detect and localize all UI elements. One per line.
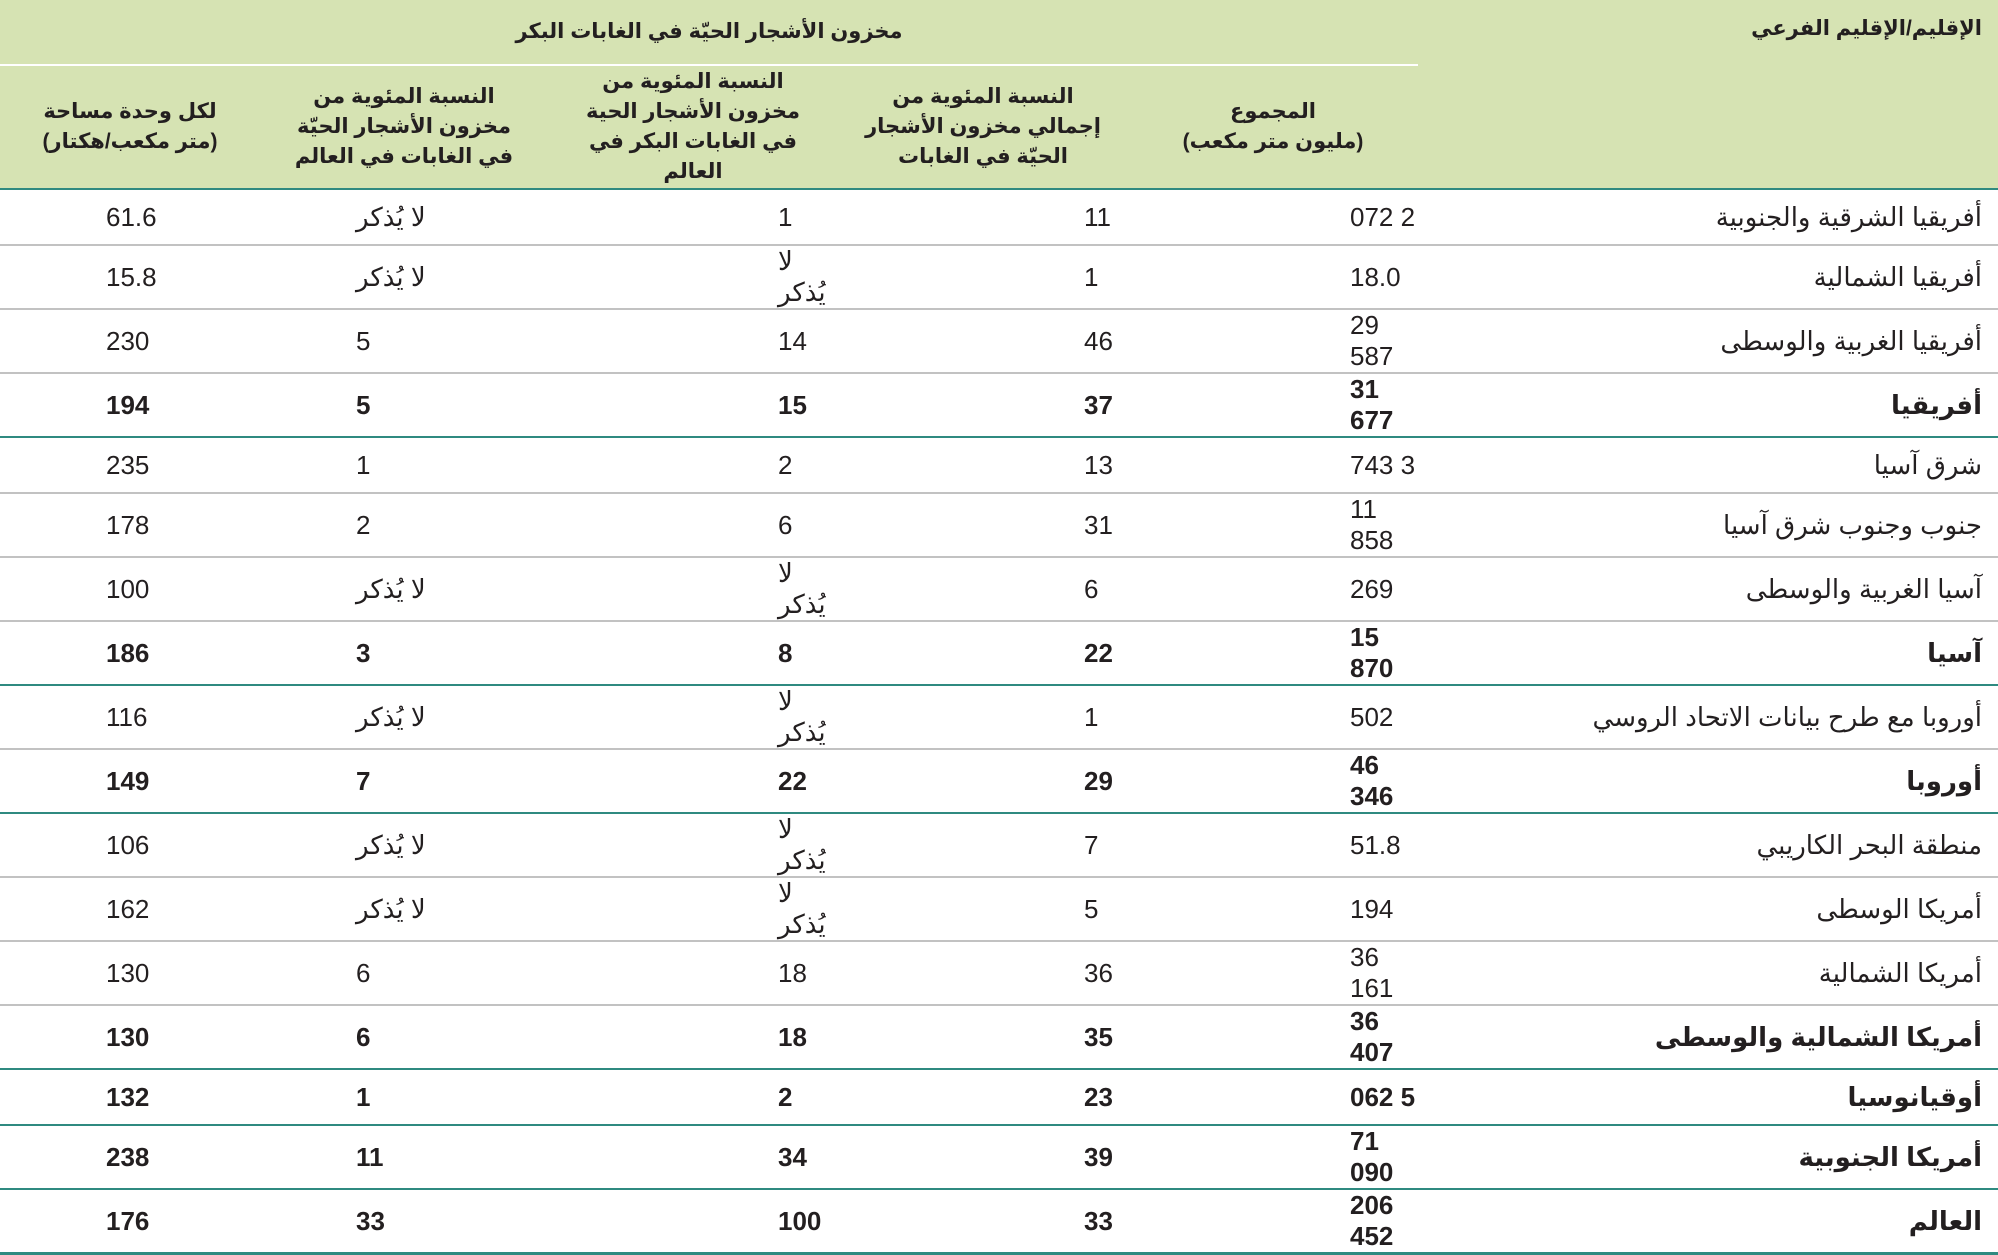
per-area-cell: 15.8 [0,245,260,309]
pct-world-primary-cell: لا يُذكر [548,685,838,749]
total-cell: 36 407 [1128,1005,1418,1069]
region-cell: أفريقيا [1418,373,1998,437]
per-area-cell: 100 [0,557,260,621]
pct-world-forest-cell: 11 [260,1125,548,1189]
table-row [0,877,1998,941]
per-area-cell: 106 [0,813,260,877]
per-area-cell: 61.6 [0,189,260,245]
pct-world-primary-cell: 15 [548,373,838,437]
pct-forest-cell: 37 [838,373,1128,437]
pct-world-forest-cell: لا يُذكر [260,557,548,621]
total-cell: 46 346 [1128,749,1418,813]
pct-world-primary-cell: 22 [548,749,838,813]
pct-world-forest-cell: 1 [260,1069,548,1125]
subtotal-row [0,1005,1998,1069]
total-cell: 502 [1128,685,1418,749]
per-area-cell: 130 [0,941,260,1005]
pct-world-forest-cell: 2 [260,493,548,557]
pct-world-forest-cell: لا يُذكر [260,189,548,245]
pct-world-primary-cell: 18 [548,1005,838,1069]
region-cell: شرق آسيا [1418,437,1998,493]
pct-forest-cell: 46 [838,309,1128,373]
total-cell: 71 090 [1128,1125,1418,1189]
table-row [0,557,1998,621]
region-cell: أمريكا الشمالية [1418,941,1998,1005]
total-cell: 51.8 [1128,813,1418,877]
region-cell: جنوب وجنوب شرق آسيا [1418,493,1998,557]
per-area-cell: 186 [0,621,260,685]
region-cell: أفريقيا الشرقية والجنوبية [1418,189,1998,245]
per-area-cell: 194 [0,373,260,437]
pct-world-forest-cell: 1 [260,437,548,493]
pct-world-forest-cell: 5 [260,309,548,373]
region-cell: أوروبا مع طرح بيانات الاتحاد الروسي [1418,685,1998,749]
region-cell: أمريكا الجنوبية [1418,1125,1998,1189]
total-cell: 194 [1128,877,1418,941]
pct-forest-cell: 31 [838,493,1128,557]
pct-forest-cell: 22 [838,621,1128,685]
pct-forest-cell: 11 [838,189,1128,245]
region-cell: أمريكا الشمالية والوسطى [1418,1005,1998,1069]
subtotal-row [0,373,1998,437]
pct-forest-cell: 23 [838,1069,1128,1125]
total-cell: 18.0 [1128,245,1418,309]
per-area-cell: 130 [0,1005,260,1069]
pct-world-primary-cell: 18 [548,941,838,1005]
table-row [0,245,1998,309]
region-cell: أفريقيا الشمالية [1418,245,1998,309]
pct-world-primary-cell: لا يُذكر [548,877,838,941]
per-area-cell: 230 [0,309,260,373]
pct-forest-cell: 5 [838,877,1128,941]
pct-world-forest-cell: لا يُذكر [260,245,548,309]
pct-world-forest-cell: 6 [260,1005,548,1069]
pct-world-forest-column-header: النسبة المئوية من مخزون الأشجار الحيّة في الغابات في العالم [260,65,548,189]
pct-forest-cell: 35 [838,1005,1128,1069]
total-cell: 5 062 [1128,1069,1418,1125]
total-cell: 3 743 [1128,437,1418,493]
subtotal-row [0,1189,1998,1254]
per-area-cell: 149 [0,749,260,813]
pct-world-primary-cell: 8 [548,621,838,685]
pct-forest-cell: 6 [838,557,1128,621]
region-cell: منطقة البحر الكاريبي [1418,813,1998,877]
pct-world-primary-column-header: النسبة المئوية من مخزون الأشجار الحية في الغابات البكر في العالم [548,65,838,189]
pct-world-forest-cell: لا يُذكر [260,813,548,877]
pct-world-forest-cell: 6 [260,941,548,1005]
pct-forest-cell: 13 [838,437,1128,493]
pct-world-primary-cell: 2 [548,1069,838,1125]
table-row [0,941,1998,1005]
pct-forest-cell: 36 [838,941,1128,1005]
total-column-header: المجموع (مليون متر مكعب) [1128,65,1418,189]
subtotal-row [0,621,1998,685]
total-cell: 206 452 [1128,1189,1418,1254]
pct-forest-cell: 29 [838,749,1128,813]
pct-world-primary-cell: لا يُذكر [548,813,838,877]
pct-world-forest-cell: 5 [260,373,548,437]
total-cell: 15 870 [1128,621,1418,685]
region-column-header: الإقليم/الإقليم الفرعي [1418,0,1998,189]
per-area-column-header: لكل وحدة مساحة (متر مكعب/هكتار) [0,65,260,189]
subtotal-row [0,1125,1998,1189]
pct-world-primary-cell: لا يُذكر [548,245,838,309]
table-row [0,309,1998,373]
pct-world-forest-cell: لا يُذكر [260,877,548,941]
per-area-cell: 176 [0,1189,260,1254]
region-cell: آسيا [1418,621,1998,685]
pct-forest-cell: 33 [838,1189,1128,1254]
pct-world-primary-cell: 6 [548,493,838,557]
total-cell: 29 587 [1128,309,1418,373]
pct-world-forest-cell: 7 [260,749,548,813]
region-cell: أفريقيا الغربية والوسطى [1418,309,1998,373]
pct-world-primary-cell: 1 [548,189,838,245]
pct-world-forest-cell: 33 [260,1189,548,1254]
pct-world-primary-cell: لا يُذكر [548,557,838,621]
pct-forest-cell: 39 [838,1125,1128,1189]
region-cell: أوقيانوسيا [1418,1069,1998,1125]
per-area-cell: 178 [0,493,260,557]
per-area-cell: 235 [0,437,260,493]
table-body [0,189,1998,1254]
pct-forest-cell: 1 [838,685,1128,749]
per-area-cell: 116 [0,685,260,749]
total-cell: 31 677 [1128,373,1418,437]
region-cell: أوروبا [1418,749,1998,813]
pct-world-primary-cell: 100 [548,1189,838,1254]
pct-forest-cell: 7 [838,813,1128,877]
total-cell: 11 858 [1128,493,1418,557]
per-area-cell: 132 [0,1069,260,1125]
region-cell: آسيا الغربية والوسطى [1418,557,1998,621]
pct-world-forest-cell: 3 [260,621,548,685]
per-area-cell: 162 [0,877,260,941]
total-cell: 269 [1128,557,1418,621]
table-row [0,813,1998,877]
pct-world-forest-cell: لا يُذكر [260,685,548,749]
pct-forest-column-header: النسبة المئوية من إجمالي مخزون الأشجار الحيّة في الغابات [838,65,1128,189]
pct-world-primary-cell: 14 [548,309,838,373]
subtotal-row [0,749,1998,813]
table-row [0,493,1998,557]
total-cell: 36 161 [1128,941,1418,1005]
primary-forest-group-header: مخزون الأشجار الحيّة في الغابات البكر [0,0,1418,65]
table-row [0,685,1998,749]
pct-world-primary-cell: 2 [548,437,838,493]
region-cell: العالم [1418,1189,1998,1254]
table-row [0,437,1998,493]
table-row [0,189,1998,245]
subtotal-row [0,1069,1998,1125]
pct-forest-cell: 1 [838,245,1128,309]
total-cell: 2 072 [1128,189,1418,245]
pct-world-primary-cell: 34 [548,1125,838,1189]
per-area-cell: 238 [0,1125,260,1189]
region-cell: أمريكا الوسطى [1418,877,1998,941]
